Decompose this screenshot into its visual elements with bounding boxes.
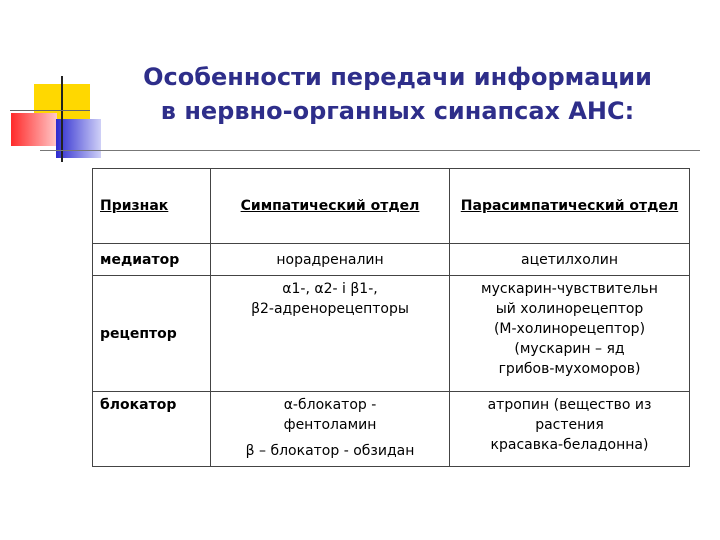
cell-text: β – блокатор - обзидан — [245, 443, 415, 459]
cell-text: мускарин-чувствительн — [481, 281, 658, 297]
cell-parasympathetic — [450, 276, 690, 392]
cell-sympathetic — [211, 392, 450, 467]
cell-sympathetic — [211, 276, 450, 392]
cell-text: норадреналин — [276, 251, 384, 268]
cell-text: растения — [535, 417, 604, 433]
table-row — [93, 244, 690, 276]
cell-parasympathetic — [450, 392, 690, 467]
cell-parasympathetic — [450, 244, 690, 276]
slide-title — [95, 60, 700, 128]
row-label-receptor: рецептор — [93, 276, 211, 392]
cell-text: α-блокатор - — [283, 397, 377, 413]
decor-short-line — [10, 110, 90, 111]
cell-text: атропин (вещество из — [487, 397, 652, 413]
title-line-1: Особенности передачи информации — [143, 63, 652, 91]
header-parasympathetic: Парасимпатический отдел — [450, 169, 690, 244]
cell-text: (мускарин – яд — [514, 341, 625, 357]
cell-text: β2-адренорецепторы — [251, 301, 409, 317]
title-underline — [40, 150, 700, 151]
cell-text: ацетилхолин — [521, 251, 618, 268]
cell-text: красавка-беладонна) — [490, 437, 649, 453]
table-row — [93, 392, 690, 467]
table-header-row — [93, 169, 690, 244]
cell-text: грибов-мухоморов) — [498, 361, 641, 377]
cell-sympathetic — [211, 244, 450, 276]
cell-text: α1-, α2- і β1-, — [282, 281, 378, 297]
title-line-2: в нервно-органных синапсах АНС: — [160, 97, 635, 125]
header-sympathetic: Симпатический отдел — [211, 169, 450, 244]
synapse-table — [92, 168, 690, 467]
cell-text: (М-холинорецептор) — [493, 321, 646, 337]
table-row — [93, 276, 690, 392]
cell-text: ый холинорецептор — [495, 301, 644, 317]
row-label-mediator: медиатор — [93, 244, 211, 276]
header-feature: Признак — [93, 169, 211, 244]
row-label-blocker: блокатор — [93, 392, 211, 467]
decor-red-square — [11, 113, 57, 146]
cell-text: фентоламин — [283, 417, 377, 433]
